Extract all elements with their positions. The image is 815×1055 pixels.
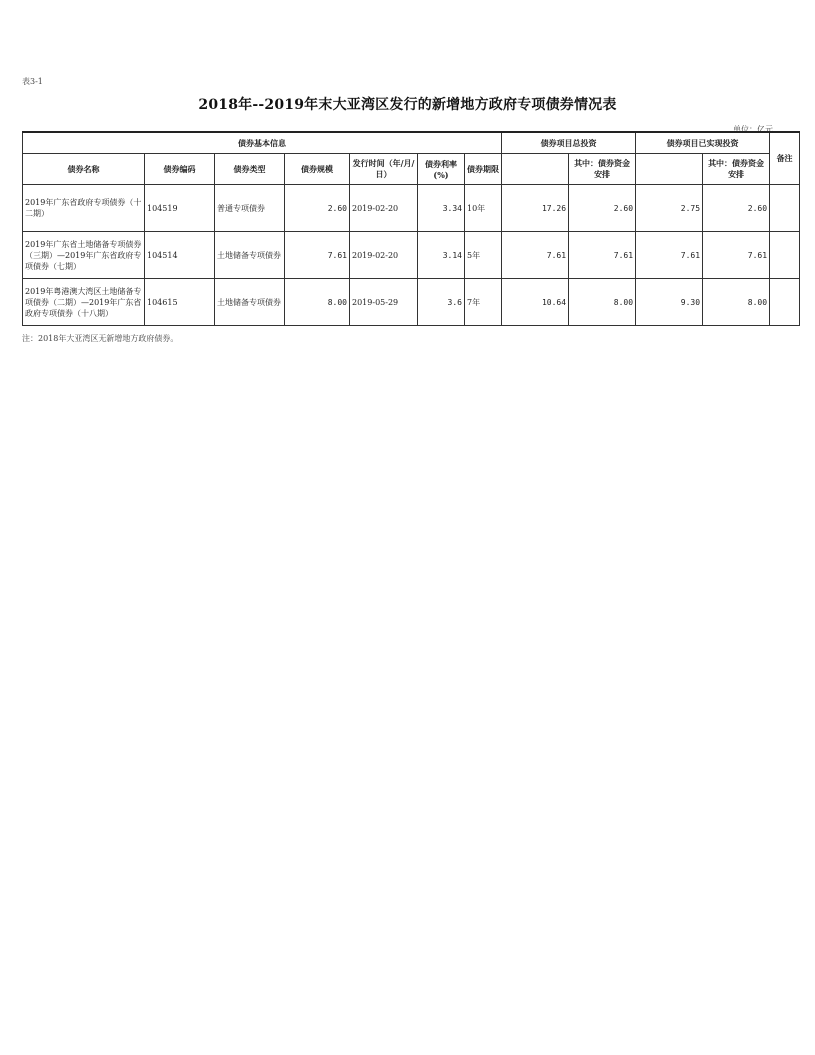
header-issue-date: 发行时间（年/月/日） — [350, 154, 418, 185]
cell-remark — [770, 185, 800, 232]
cell-term: 10年 — [465, 185, 502, 232]
header-of-which-total: 其中：债券资金安排 — [569, 154, 636, 185]
cell-realized-bond-funds: 2.60 — [703, 185, 770, 232]
cell-scale: 8.00 — [285, 279, 350, 326]
footnote: 注：2018年大亚湾区无新增地方政府债券。 — [22, 334, 179, 343]
cell-total-investment: 10.64 — [502, 279, 569, 326]
cell-realized-investment: 7.61 — [636, 232, 703, 279]
header-code: 债券编码 — [145, 154, 215, 185]
header-rate: 债券利率(%) — [418, 154, 465, 185]
cell-code: 104519 — [145, 185, 215, 232]
cell-name: 2019年广东省政府专项债券（十二期） — [23, 185, 145, 232]
header-term: 债券期限 — [465, 154, 502, 185]
header-realized-amount — [636, 154, 703, 185]
cell-total-investment: 7.61 — [502, 232, 569, 279]
page-label: 表3-1 — [22, 77, 43, 86]
cell-total-bond-funds: 2.60 — [569, 185, 636, 232]
cell-rate: 3.14 — [418, 232, 465, 279]
cell-realized-bond-funds: 7.61 — [703, 232, 770, 279]
unit-label: 单位：亿元 — [733, 125, 773, 134]
cell-scale: 2.60 — [285, 185, 350, 232]
cell-code: 104615 — [145, 279, 215, 326]
table-row — [23, 185, 800, 232]
cell-term: 7年 — [465, 279, 502, 326]
cell-rate: 3.34 — [418, 185, 465, 232]
cell-type: 普通专项债券 — [215, 185, 285, 232]
cell-realized-bond-funds: 8.00 — [703, 279, 770, 326]
cell-term: 5年 — [465, 232, 502, 279]
cell-name: 2019年广东省土地储备专项债券（三期）—2019年广东省政府专项债券（七期） — [23, 232, 145, 279]
cell-issue-date: 2019-05-29 — [350, 279, 418, 326]
cell-name: 2019年粤港澳大湾区土地储备专项债券（二期）—2019年广东省政府专项债券（十八期） — [23, 279, 145, 326]
cell-issue-date: 2019-02-20 — [350, 232, 418, 279]
table-row — [23, 279, 800, 326]
bond-table — [22, 131, 800, 326]
cell-remark — [770, 279, 800, 326]
header-of-which-realized: 其中：债券资金安排 — [703, 154, 770, 185]
cell-code: 104514 — [145, 232, 215, 279]
header-total-investment: 债券项目总投资 — [502, 132, 636, 154]
cell-type: 土地储备专项债券 — [215, 279, 285, 326]
header-scale: 债券规模 — [285, 154, 350, 185]
cell-total-bond-funds: 7.61 — [569, 232, 636, 279]
cell-scale: 7.61 — [285, 232, 350, 279]
cell-remark — [770, 232, 800, 279]
header-basic-info: 债券基本信息 — [23, 132, 502, 154]
cell-realized-investment: 2.75 — [636, 185, 703, 232]
header-name: 债券名称 — [23, 154, 145, 185]
cell-realized-investment: 9.30 — [636, 279, 703, 326]
header-realized-investment: 债券项目已实现投资 — [636, 132, 770, 154]
cell-rate: 3.6 — [418, 279, 465, 326]
cell-total-investment: 17.26 — [502, 185, 569, 232]
cell-issue-date: 2019-02-20 — [350, 185, 418, 232]
header-type: 债券类型 — [215, 154, 285, 185]
document-title: 2018年--2019年末大亚湾区发行的新增地方政府专项债券情况表 — [198, 97, 617, 113]
header-total-amount — [502, 154, 569, 185]
cell-total-bond-funds: 8.00 — [569, 279, 636, 326]
table-row — [23, 232, 800, 279]
header-remark: 备注 — [770, 132, 800, 185]
cell-type: 土地储备专项债券 — [215, 232, 285, 279]
